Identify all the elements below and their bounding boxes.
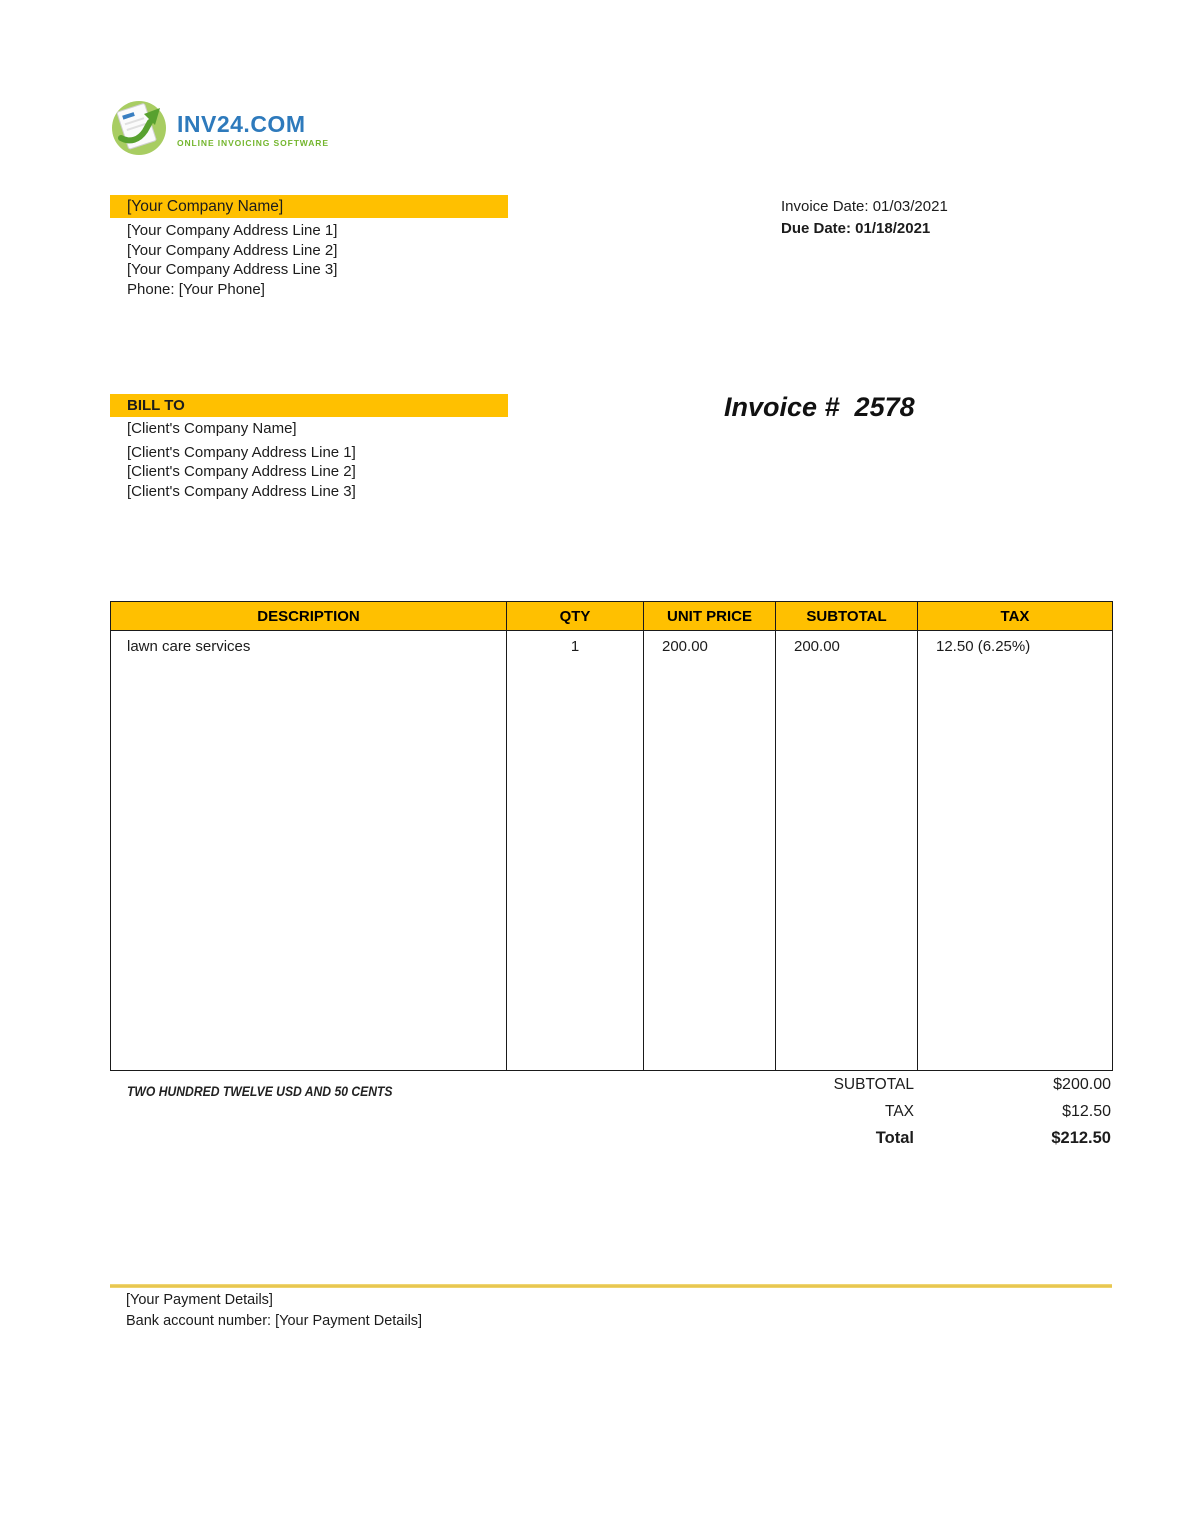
header-description: DESCRIPTION xyxy=(111,602,507,631)
client-address-block xyxy=(127,419,356,501)
client-address-line-2: [Client's Company Address Line 2] xyxy=(127,463,356,481)
company-address-line-3: [Your Company Address Line 3] xyxy=(127,261,338,279)
item-unit-price: 200.00 xyxy=(644,631,776,1071)
inv24-logo-text xyxy=(177,112,329,148)
tax-row xyxy=(610,1098,1111,1125)
client-company-name: [Client's Company Name] xyxy=(127,420,297,437)
total-row xyxy=(610,1125,1111,1152)
item-subtotal: 200.00 xyxy=(776,631,918,1071)
company-address-line-1: [Your Company Address Line 1] xyxy=(127,222,338,239)
footer-divider-rule xyxy=(110,1284,1112,1288)
invoice-number-title: Invoice # 2578 xyxy=(724,392,915,422)
logo-title: INV24.COM xyxy=(177,110,306,137)
total-value: $212.50 xyxy=(1051,1129,1111,1147)
item-description: lawn care services xyxy=(111,631,507,1071)
subtotal-row xyxy=(610,1071,1111,1098)
payment-details-line-2: Bank account number: [Your Payment Details] xyxy=(126,1312,423,1329)
bill-to-label: BILL TO xyxy=(127,397,185,414)
header-unit-price: UNIT PRICE xyxy=(644,602,776,631)
item-tax: 12.50 (6.25%) xyxy=(918,631,1113,1071)
company-name-bar xyxy=(110,195,508,218)
bill-to-bar xyxy=(110,394,508,417)
line-items-table xyxy=(110,601,1113,1071)
item-qty: 1 xyxy=(507,631,644,1071)
logo-subtitle: ONLINE INVOICING SOFTWARE xyxy=(177,137,329,148)
inv24-logo-icon xyxy=(108,96,170,163)
table-row xyxy=(111,631,1113,1071)
totals-block xyxy=(610,1071,1111,1152)
inv24-logo xyxy=(108,96,329,163)
company-name: [Your Company Name] xyxy=(127,197,284,215)
dates-block xyxy=(781,196,948,240)
table-header-row xyxy=(111,602,1113,631)
amount-in-words: TWO HUNDRED TWELVE USD AND 50 CENTS xyxy=(127,1084,393,1099)
subtotal-value: $200.00 xyxy=(1053,1075,1111,1093)
header-tax: TAX xyxy=(918,602,1113,631)
payment-details-block xyxy=(126,1290,422,1331)
tax-label: TAX xyxy=(885,1102,914,1120)
company-address-block xyxy=(127,221,337,299)
company-phone-line: Phone: [Your Phone] xyxy=(127,280,265,298)
payment-details-line-1: [Your Payment Details] xyxy=(126,1292,273,1308)
invoice-date-line: Invoice Date: 01/03/2021 xyxy=(781,198,948,215)
company-address-line-2: [Your Company Address Line 2] xyxy=(127,241,338,259)
tax-value: $12.50 xyxy=(1062,1102,1111,1120)
client-address-line-3: [Client's Company Address Line 3] xyxy=(127,482,356,500)
header-qty: QTY xyxy=(507,602,644,631)
subtotal-label: SUBTOTAL xyxy=(833,1075,914,1093)
due-date-line: Due Date: 01/18/2021 xyxy=(781,220,931,237)
total-label: Total xyxy=(875,1129,914,1147)
client-address-line-1: [Client's Company Address Line 1] xyxy=(127,443,356,461)
header-subtotal: SUBTOTAL xyxy=(776,602,918,631)
